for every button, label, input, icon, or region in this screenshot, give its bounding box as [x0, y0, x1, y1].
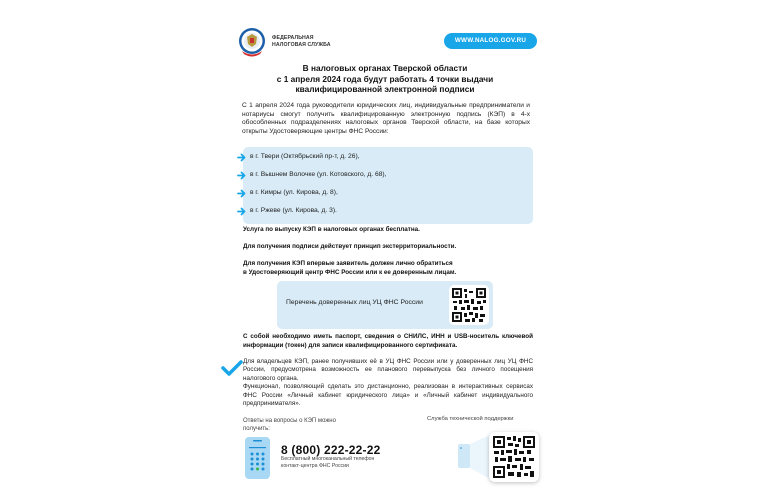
location-label: в г. Вышнем Волочке (ул. Котовского, д. 68), [250, 171, 387, 178]
note-free: Услуга по выпуску КЭП в налоговых органах бесплатна. [243, 226, 420, 233]
note-extraterritorial: Для получения подписи действует принцип экстерриториальности. [243, 243, 457, 250]
qr-code-icon[interactable] [449, 285, 489, 325]
intro-paragraph: С 1 апреля 2024 года руководители юридических лиц, индивидуальные предприниматели и нотариусы смогут получить квалифицированную электронную подпись (КЭП) в 4-х обособленных подразделениях налоговых органов Тверской области, на базе которых открыты Удостоверяющие центры ФНС России: [242, 102, 530, 135]
arrow-right-icon [237, 189, 246, 198]
headline-line2: с 1 апреля 2024 года будут работать 4 точки выдачи [276, 73, 494, 84]
headline-line1: В налоговых органах Тверской области [302, 63, 468, 73]
support-qr-code-icon[interactable] [489, 432, 539, 482]
org-name-line2: НАЛОГОВАЯ СЛУЖБА [272, 41, 331, 48]
flyer-page [230, 0, 542, 495]
hotline-description-line1: Бесплатный многоканальный телефон [281, 456, 375, 462]
location-item [250, 207, 337, 214]
phone-icon [245, 437, 270, 479]
smartphone-icon [458, 444, 470, 468]
header [238, 27, 538, 57]
hotline-description [281, 456, 374, 469]
location-item [250, 153, 360, 160]
arrow-right-icon [237, 207, 246, 216]
renewal-paragraph-1: Для владельцев КЭП, ранее получивших её в УЦ ФНС России или у доверенных лиц УЦ ФНС России, предусмотрена возможность ее планового перевыпуска без личного посещения налогового органа. [243, 358, 533, 382]
arrow-right-icon [237, 153, 246, 162]
note-first-time-line1: Для получения КЭП впервые заявитель должен лично обратиться [243, 260, 453, 267]
location-label: в г. Кимры (ул. Кирова, д. 8), [250, 189, 338, 196]
arrow-right-icon [237, 171, 246, 180]
note-first-time-line2: в Удостоверяющий центр ФНС России или к ее доверенным лицам. [243, 268, 457, 276]
checkmark-icon [221, 360, 245, 378]
org-name-line1: ФЕДЕРАЛЬНАЯ [272, 35, 314, 41]
fns-emblem-icon [238, 27, 266, 57]
trusted-list-label: Перечень доверенных лиц УЦ ФНС России [286, 299, 423, 306]
org-name [272, 35, 331, 48]
headline [230, 63, 540, 95]
required-documents: С собой необходимо иметь паспорт, сведения о СНИЛС, ИНН и USB-носитель ключевой информации (токен) для записи квалифицированного сертификата. [243, 333, 533, 349]
support-label: Служба технической поддержки [427, 416, 514, 422]
answers-label: Ответы на вопросы о КЭП можно получить: [243, 418, 336, 432]
location-label: в г. Твери (Октябрьский пр-т, д. 26), [250, 153, 360, 160]
locations-panel [243, 147, 533, 224]
location-item [250, 171, 387, 178]
location-label: в г. Ржеве (ул. Кирова, д. 3). [250, 207, 337, 214]
headline-line3: квалифицированной электронной подписи [295, 84, 475, 94]
hotline-phone[interactable]: 8 (800) 222-22-22 [281, 443, 381, 457]
location-item [250, 189, 338, 196]
renewal-paragraph-2: Функционал, позволяющий сделать это дистанционно, реализован в интерактивных сервисах ФНС России «Личный кабинет юридического лица» и «Личный кабинет индивидуального предпринимателя». [243, 383, 533, 408]
renewal-block [243, 358, 533, 408]
note-first-time [243, 260, 456, 277]
trusted-list-panel[interactable] [277, 281, 493, 329]
website-link-button[interactable]: WWW.NALOG.GOV.RU [444, 33, 537, 49]
hotline-description-line2: контакт-центра ФНС России [281, 462, 349, 469]
